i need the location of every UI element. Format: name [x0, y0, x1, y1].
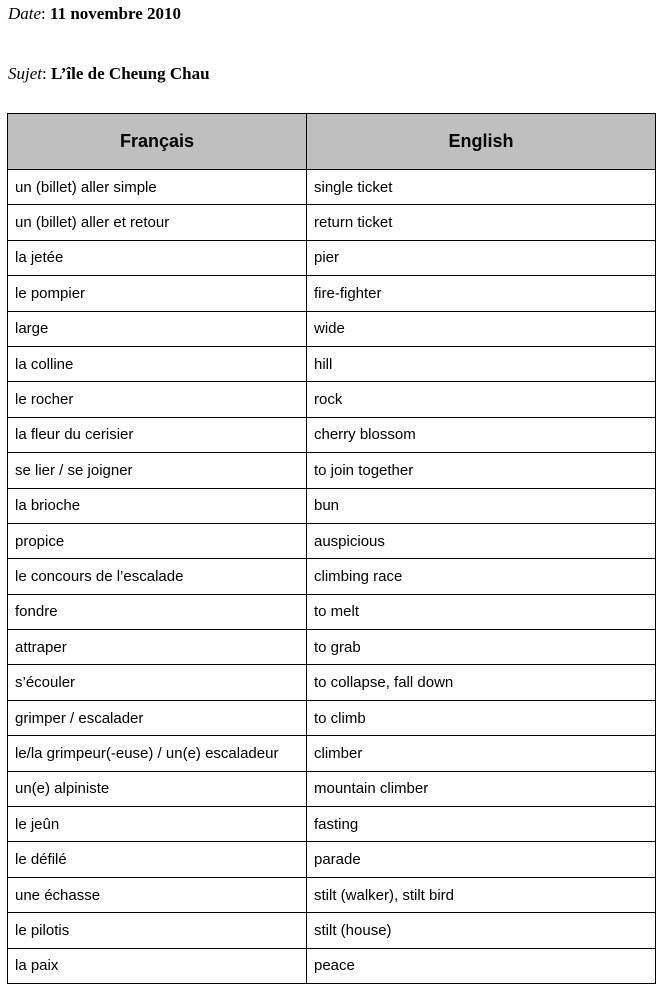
english-term-cell: fasting — [307, 807, 656, 842]
table-row — [8, 771, 656, 806]
english-term-cell: to join together — [307, 453, 656, 488]
english-term-cell: pier — [307, 240, 656, 275]
french-term-cell: un(e) alpiniste — [8, 771, 307, 806]
table-row — [8, 913, 656, 948]
english-term-cell: stilt (house) — [307, 913, 656, 948]
column-header-english: English — [307, 114, 656, 170]
english-term-cell: single ticket — [307, 170, 656, 205]
french-term-cell: le défilé — [8, 842, 307, 877]
french-term-cell: s’écouler — [8, 665, 307, 700]
table-row — [8, 417, 656, 452]
date-line: Date: 11 novembre 2010 — [8, 4, 181, 23]
column-header-french: Français — [8, 114, 307, 170]
english-term-cell: peace — [307, 948, 656, 983]
french-term-cell: un (billet) aller simple — [8, 170, 307, 205]
english-term-cell: mountain climber — [307, 771, 656, 806]
english-term-cell: hill — [307, 346, 656, 381]
vocabulary-table — [7, 113, 656, 984]
table-row — [8, 240, 656, 275]
table-row — [8, 842, 656, 877]
english-term-cell: wide — [307, 311, 656, 346]
table-row — [8, 700, 656, 735]
english-term-cell: auspicious — [307, 523, 656, 558]
french-term-cell: une échasse — [8, 877, 307, 912]
french-term-cell: fondre — [8, 594, 307, 629]
subject-value: L’île de Cheung Chau — [50, 64, 210, 83]
table-row — [8, 488, 656, 523]
table-row — [8, 382, 656, 417]
table-row — [8, 170, 656, 205]
english-term-cell: cherry blossom — [307, 417, 656, 452]
table-row — [8, 559, 656, 594]
french-term-cell: la colline — [8, 346, 307, 381]
english-term-cell: rock — [307, 382, 656, 417]
french-term-cell: large — [8, 311, 307, 346]
table-row — [8, 276, 656, 311]
table-row — [8, 948, 656, 983]
table-row — [8, 205, 656, 240]
french-term-cell: le concours de l’escalade — [8, 559, 307, 594]
french-term-cell: la paix — [8, 948, 307, 983]
table-row — [8, 665, 656, 700]
subject-line: Sujet: L’île de Cheung Chau — [8, 64, 210, 83]
table-row — [8, 736, 656, 771]
french-term-cell: la jetée — [8, 240, 307, 275]
french-term-cell: le rocher — [8, 382, 307, 417]
table-row — [8, 453, 656, 488]
french-term-cell: le jeûn — [8, 807, 307, 842]
english-term-cell: to melt — [307, 594, 656, 629]
english-term-cell: climbing race — [307, 559, 656, 594]
english-term-cell: to grab — [307, 630, 656, 665]
table-row — [8, 877, 656, 912]
french-term-cell: la brioche — [8, 488, 307, 523]
table-row — [8, 311, 656, 346]
table-row — [8, 523, 656, 558]
table-body — [8, 170, 656, 984]
table-header-row — [8, 114, 656, 170]
english-term-cell: fire-fighter — [307, 276, 656, 311]
french-term-cell: attraper — [8, 630, 307, 665]
table-row — [8, 594, 656, 629]
table-row — [8, 630, 656, 665]
date-value: 11 novembre 2010 — [50, 4, 181, 23]
french-term-cell: un (billet) aller et retour — [8, 205, 307, 240]
table-row — [8, 346, 656, 381]
date-label: Date — [8, 4, 42, 23]
french-term-cell: le/la grimpeur(-euse) / un(e) escaladeur — [8, 736, 307, 771]
french-term-cell: grimper / escalader — [8, 700, 307, 735]
english-term-cell: to climb — [307, 700, 656, 735]
english-term-cell: to collapse, fall down — [307, 665, 656, 700]
french-term-cell: le pilotis — [8, 913, 307, 948]
french-term-cell: propice — [8, 523, 307, 558]
french-term-cell: se lier / se joigner — [8, 453, 307, 488]
subject-label: Sujet — [8, 64, 42, 83]
english-term-cell: stilt (walker), stilt bird — [307, 877, 656, 912]
french-term-cell: le pompier — [8, 276, 307, 311]
table-row — [8, 807, 656, 842]
english-term-cell: parade — [307, 842, 656, 877]
english-term-cell: return ticket — [307, 205, 656, 240]
english-term-cell: bun — [307, 488, 656, 523]
english-term-cell: climber — [307, 736, 656, 771]
french-term-cell: la fleur du cerisier — [8, 417, 307, 452]
